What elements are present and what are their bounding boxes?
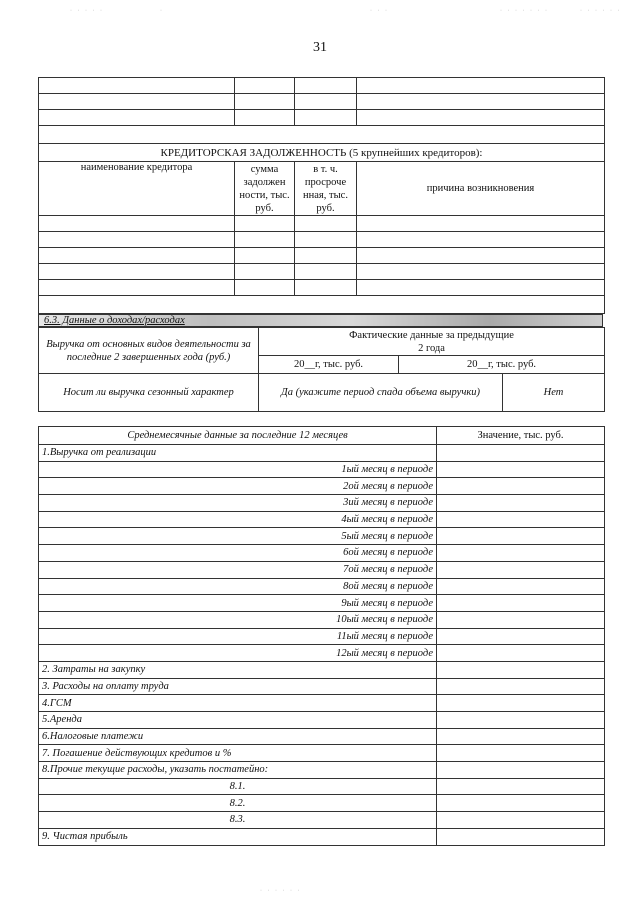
table-row <box>39 578 605 595</box>
table-cell[interactable] <box>357 232 605 248</box>
table-row <box>39 528 605 545</box>
monthly-row-label: 2ой месяц в периоде <box>39 478 437 495</box>
table-row <box>39 445 605 462</box>
monthly-row-label: 11ый месяц в периоде <box>39 628 437 645</box>
monthly-row-label: 12ый месяц в периоде <box>39 645 437 662</box>
monthly-row-label: 8.3. <box>39 812 437 829</box>
header-overdue-amount: в т. ч. просроче нная, тыс. руб. <box>295 162 357 216</box>
monthly-row-value[interactable] <box>437 812 605 829</box>
monthly-row-value[interactable] <box>437 645 605 662</box>
table-row <box>39 126 605 144</box>
table-cell[interactable] <box>295 216 357 232</box>
table-row <box>39 495 605 512</box>
monthly-row-label: 5ый месяц в периоде <box>39 528 437 545</box>
table-row <box>39 695 605 712</box>
monthly-row-label: 7. Погашение действующих кредитов и % <box>39 745 437 762</box>
monthly-row-value[interactable] <box>437 495 605 512</box>
seasonal-label: Носит ли выручка сезонный характер <box>39 374 259 412</box>
table-cell[interactable] <box>357 94 605 110</box>
monthly-row-label: 7ой месяц в периоде <box>39 561 437 578</box>
table-cell[interactable] <box>295 248 357 264</box>
table-cell[interactable] <box>357 280 605 296</box>
creditors-title: КРЕДИТОРСКАЯ ЗАДОЛЖЕННОСТЬ (5 крупнейших кредиторов): <box>39 144 605 162</box>
table-row <box>39 248 605 264</box>
table-row <box>39 812 605 829</box>
table-row <box>39 645 605 662</box>
monthly-row-label: 5.Аренда <box>39 712 437 729</box>
creditors-header-row <box>39 162 605 216</box>
header-debt-amount: сумма задолжен ности, тыс. руб. <box>235 162 295 216</box>
table-cell[interactable] <box>235 232 295 248</box>
table-row <box>39 795 605 812</box>
table-row <box>39 745 605 762</box>
monthly-row-value[interactable] <box>437 712 605 729</box>
monthly-row-value[interactable] <box>437 478 605 495</box>
monthly-row-value[interactable] <box>437 695 605 712</box>
monthly-row-label: 6ой месяц в периоде <box>39 545 437 562</box>
monthly-row-label: 1.Выручка от реализации <box>39 445 437 462</box>
seasonal-no-option[interactable]: Нет <box>503 374 605 412</box>
table-cell[interactable] <box>39 264 235 280</box>
monthly-row-value[interactable] <box>437 795 605 812</box>
table-cell[interactable] <box>357 264 605 280</box>
table-row <box>39 110 605 126</box>
monthly-row-value[interactable] <box>437 528 605 545</box>
monthly-row-value[interactable] <box>437 661 605 678</box>
table-row <box>39 511 605 528</box>
table-cell[interactable] <box>39 110 235 126</box>
table-cell[interactable] <box>39 216 235 232</box>
table-cell[interactable] <box>235 110 295 126</box>
table-row <box>39 611 605 628</box>
header-creditor-name: наименование кредитора <box>39 162 235 216</box>
monthly-row-value[interactable] <box>437 628 605 645</box>
table-cell[interactable] <box>357 248 605 264</box>
table-row <box>39 828 605 845</box>
table-row <box>39 94 605 110</box>
monthly-row-value[interactable] <box>437 511 605 528</box>
monthly-row-value[interactable] <box>437 611 605 628</box>
monthly-row-value[interactable] <box>437 461 605 478</box>
year-2-label[interactable]: 20__г, тыс. руб. <box>399 356 605 374</box>
revenue-table <box>38 327 605 412</box>
monthly-row-label: 10ый месяц в периоде <box>39 611 437 628</box>
table-cell[interactable] <box>235 264 295 280</box>
table-cell[interactable] <box>235 216 295 232</box>
table-row <box>39 628 605 645</box>
monthly-row-label: 2. Затраты на закупку <box>39 661 437 678</box>
table-cell[interactable] <box>295 264 357 280</box>
header-reason: причина возникновения <box>357 162 605 216</box>
table-cell[interactable] <box>295 94 357 110</box>
table-row <box>39 545 605 562</box>
monthly-row-value[interactable] <box>437 578 605 595</box>
table-row <box>39 232 605 248</box>
monthly-row-value[interactable] <box>437 678 605 695</box>
monthly-row-label: 9. Чистая прибыль <box>39 828 437 845</box>
monthly-row-value[interactable] <box>437 445 605 462</box>
table-cell[interactable] <box>235 78 295 94</box>
monthly-row-value[interactable] <box>437 728 605 745</box>
monthly-row-label: 4.ГСМ <box>39 695 437 712</box>
monthly-row-value[interactable] <box>437 828 605 845</box>
table-cell[interactable] <box>295 280 357 296</box>
creditors-table <box>38 77 605 314</box>
table-row <box>39 762 605 779</box>
table-cell[interactable] <box>295 78 357 94</box>
table-cell[interactable] <box>39 232 235 248</box>
table-row <box>39 728 605 745</box>
table-cell[interactable] <box>235 248 295 264</box>
revenue-label: Выручка от основных видов деятельности за последние 2 завершенных года (руб.) <box>39 328 259 374</box>
seasonal-yes-option[interactable]: Да (укажите период спада объема выручки) <box>259 374 503 412</box>
table-cell[interactable] <box>235 94 295 110</box>
year-1-label[interactable]: 20__г, тыс. руб. <box>259 356 399 374</box>
table-row <box>39 661 605 678</box>
table-row <box>39 280 605 296</box>
table-row <box>39 461 605 478</box>
table-row <box>39 678 605 695</box>
monthly-header-row <box>39 427 605 445</box>
table-row <box>39 778 605 795</box>
table-row <box>39 264 605 280</box>
table-row <box>39 712 605 729</box>
monthly-row-label: 8.2. <box>39 795 437 812</box>
monthly-header-value: Значение, тыс. руб. <box>437 427 605 445</box>
monthly-table <box>38 426 605 846</box>
monthly-row-value[interactable] <box>437 595 605 612</box>
monthly-row-label: 8.Прочие текущие расходы, указать постатейно: <box>39 762 437 779</box>
monthly-row-label: 3. Расходы на оплату труда <box>39 678 437 695</box>
monthly-row-value[interactable] <box>437 778 605 795</box>
table-row <box>39 296 605 314</box>
monthly-row-label: 6.Налоговые платежи <box>39 728 437 745</box>
monthly-row-label: 8.1. <box>39 778 437 795</box>
table-cell[interactable] <box>357 110 605 126</box>
table-cell[interactable] <box>235 280 295 296</box>
table-cell[interactable] <box>357 216 605 232</box>
creditors-title-row <box>39 144 605 162</box>
monthly-header-label: Среднемесячные данные за последние 12 месяцев <box>39 427 437 445</box>
section-title: 6.3. Данные о доходах/расходах <box>44 315 185 326</box>
table-cell[interactable] <box>39 248 235 264</box>
table-row <box>39 78 605 94</box>
monthly-row-label: 8ой месяц в периоде <box>39 578 437 595</box>
actual-data-header: Фактические данные за предыдущие 2 года <box>259 328 605 356</box>
monthly-row-value[interactable] <box>437 545 605 562</box>
table-cell[interactable] <box>357 78 605 94</box>
table-cell[interactable] <box>295 110 357 126</box>
table-cell[interactable] <box>39 78 235 94</box>
monthly-row-label: 9ый месяц в периоде <box>39 595 437 612</box>
table-row <box>39 595 605 612</box>
monthly-row-value[interactable] <box>437 745 605 762</box>
monthly-row-label: 4ый месяц в периоде <box>39 511 437 528</box>
table-cell[interactable] <box>39 94 235 110</box>
table-row <box>39 478 605 495</box>
table-row <box>39 561 605 578</box>
monthly-row-label: 3ий месяц в периоде <box>39 495 437 512</box>
table-row <box>39 216 605 232</box>
monthly-row-label: 1ый месяц в периоде <box>39 461 437 478</box>
monthly-row-value[interactable] <box>437 762 605 779</box>
table-cell[interactable] <box>39 280 235 296</box>
page-number: 31 <box>313 40 327 55</box>
table-cell[interactable] <box>295 232 357 248</box>
monthly-row-value[interactable] <box>437 561 605 578</box>
